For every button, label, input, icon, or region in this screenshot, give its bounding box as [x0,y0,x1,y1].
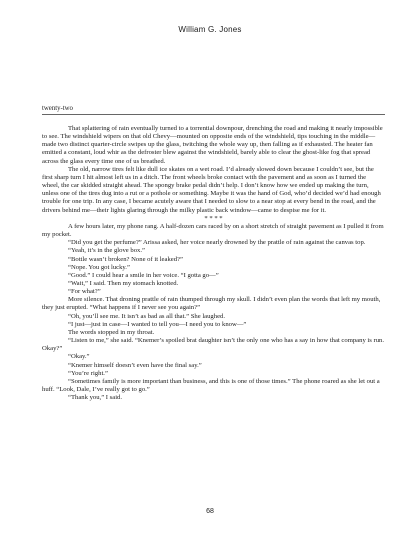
paragraph: “For what?” [68,288,101,296]
paragraph: “You’re right.” [68,369,108,377]
paragraph: “Did you get the perfume?” Arissa asked, her voice nearly drowned by the prattle of rain against the canvas top. [68,239,366,247]
paragraph: “Yeah, it’s in the glove box.” [68,247,145,255]
page-number: 68 [206,508,214,515]
paragraph: The words stopped in my throat. [68,328,155,336]
paragraph: “Thank you,” I said. [68,394,123,402]
body-text [42,125,385,402]
paragraph: “Wait,” I said. Then my stomach knotted. [68,279,179,287]
paragraph: “Bottle wasn’t broken? None of it leaked?” [68,255,183,263]
paragraph: “Oh, you’ll see me. It isn’t as bad as all that.” She laughed. [68,312,225,320]
paragraph: “Okay.” [68,353,90,361]
paragraph: A few hours later, my phone rang. A half-dozen cars raced by on a short stretch of straight pavement as I pulled it from my pocket. [42,222,384,239]
paragraph: “Sometimes family is more important than business, and this is one of those times.” The phone roared as she let out a huff. “Look, Dale, I’ve really got to go.” [42,377,380,393]
paragraph: “Nope. You got lucky.” [68,263,130,271]
chapter-title: twenty-two [42,105,385,115]
scene-break: * * * * [204,214,223,222]
paragraph: “Knemer himself doesn’t even have the final say.” [68,361,202,369]
paragraph: “Listen to me,” she said. “Knemer’s spoiled brat daughter isn’t the only one who has a say in how that company is run. Okay?” [42,337,385,353]
paragraph: More silence. That droning prattle of rain thumped through my skull. I didn’t even plan the words that left my mouth, they just erupted. “What happens if I never see you again?” [42,296,381,312]
running-header: William G. Jones [178,25,242,34]
paragraph: The old, narrow tires felt like dull ice skates on a wet road. I’d already slowed down because I couldn’t see, but the first sharp turn I hit almost left us in a ditch. The front wheels broke contact with the pavement and as soon as I turned the wheel, the car skidded straight ahead. The spongy brake pedal didn’t help. I don’t know how we ended up making the turn, unless one of the tires dug into a rut or a pothole or something. Maybe it was the hand of God, who’d decided we’d had enough trouble for one trip. In any case, I became acutely aware that I needed to slow to a near stop at every bend in the road, and the drivers behind me—their lights glaring through the milky plastic back window—came to despise me for it. [42,165,381,214]
paragraph: “Good.” I could hear a smile in her voice. “I gotta go—” [68,271,219,279]
paragraph: That splattering of rain eventually turned to a torrential downpour, drenching the road and making it nearly impossible to see. The windshield wipers on that old Chevy—mounted on opposite ends of the windshield, tips touching in the middle—made two distinct quarter-circle swipes up the glass, twitching the whole way up, then falling as if exhausted. The heater fan emitted a constant, loud whir as the defroster blew against the windshield, barely able to clear the ghost-like fog that spread across the glass every time one of us breathed. [42,125,383,165]
paragraph: “I just—just in case—I wanted to tell you—I need you to know—” [68,320,247,328]
